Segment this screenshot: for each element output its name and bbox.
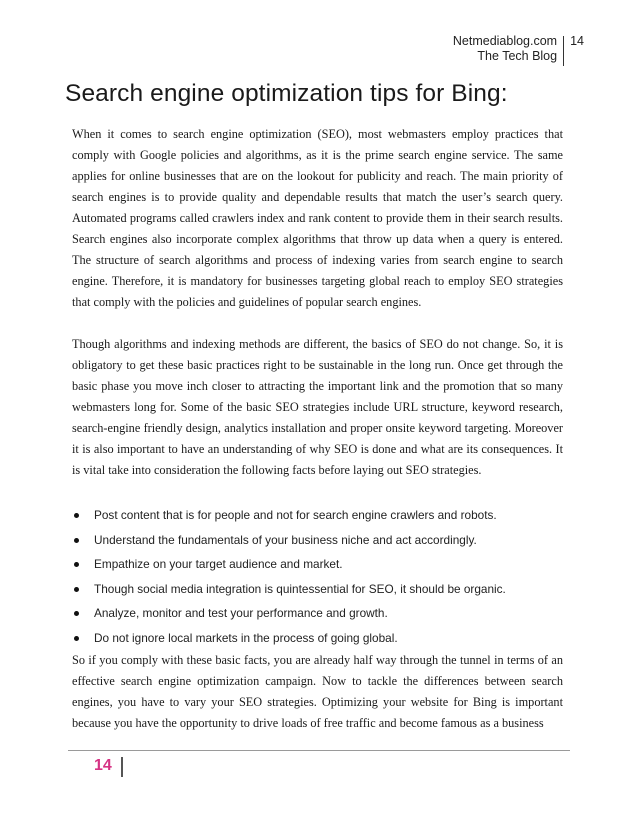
bullet-text: Though social media integration is quintessential for SEO, it should be organic. (94, 581, 506, 596)
page-header (453, 34, 584, 66)
bullet-text: Analyze, monitor and test your performance and growth. (94, 606, 388, 620)
header-blog-name: The Tech Blog (477, 49, 558, 63)
bullet-text: Understand the fundamentals of your business niche and act accordingly. (94, 532, 477, 547)
footer-divider (121, 757, 123, 777)
bullet-item (72, 577, 563, 602)
bullet-icon (74, 587, 79, 592)
header-divider (563, 36, 564, 66)
closing-paragraph: So if you comply with these basic facts, you are already half way through the tunnel in terms of an effective search engine optimization campaign. Now to tackle the differences between search engines, you have to vary your SEO strategies. Optimizing your website for Bing is important because you have the opportunity to drive loads of free traffic and become famous as a business (72, 653, 563, 730)
footer-page-number: 14 (94, 757, 112, 774)
paragraph: Though algorithms and indexing methods are different, the basics of SEO do not change. So, it is obligatory to get these basic practices right to be sustainable in the long run. Once get through the basic phase you move inch closer to attracting the important link and the promotion that so many webmasters long for. Some of the basic SEO strategies include URL structure, keyword research, search-engine friendly design, analytics installation and proper onsite keyword targeting. Moreover it is also important to have an understanding of why SEO is done and what are its consequences. It is vital take into consideration the following facts before laying out SEO strategies. (72, 337, 563, 477)
header-site-name: Netmediablog.com (452, 34, 558, 48)
header-page-number: 14 (570, 34, 584, 48)
bullet-icon (74, 513, 79, 518)
bullet-icon (74, 611, 79, 616)
bullet-list (72, 503, 563, 650)
bullet-icon (74, 562, 79, 567)
bullet-text: Do not ignore local markets in the process of going global. (94, 630, 398, 645)
footer-rule (68, 750, 570, 751)
bullet-text: Empathize on your target audience and market. (94, 557, 343, 571)
bullet-text: Post content that is for people and not for search engine crawlers and robots. (94, 508, 497, 522)
section-title: Search engine optimization tips for Bing: (65, 80, 508, 107)
bullet-item (72, 552, 563, 577)
bullet-item (72, 601, 563, 626)
bullet-icon (74, 636, 79, 641)
bullet-item (72, 626, 563, 651)
page-footer (94, 757, 123, 777)
bullet-item (72, 503, 563, 528)
header-text (453, 34, 563, 64)
bullet-icon (74, 538, 79, 543)
bullet-item (72, 528, 563, 553)
body-content (72, 124, 563, 734)
paragraph: When it comes to search engine optimization (SEO), most webmasters employ practices that comply with Google policies and algorithms, as it is the prime search engine service. The same applies for online businesses that are on the lookout for publicity and reach. The main priority of search engines is to provide quality and dependable results that match the user’s search query. Automated programs called crawlers index and rank content to provide them in their search results. Search engines also incorporate complex algorithms that throw up data when a query is entered. The structure of search algorithms and process of indexing varies from search engine to search engine. Therefore, it is mandatory for businesses targeting global reach to employ SEO strategies that comply with the policies and guidelines of popular search engines. (72, 127, 563, 309)
